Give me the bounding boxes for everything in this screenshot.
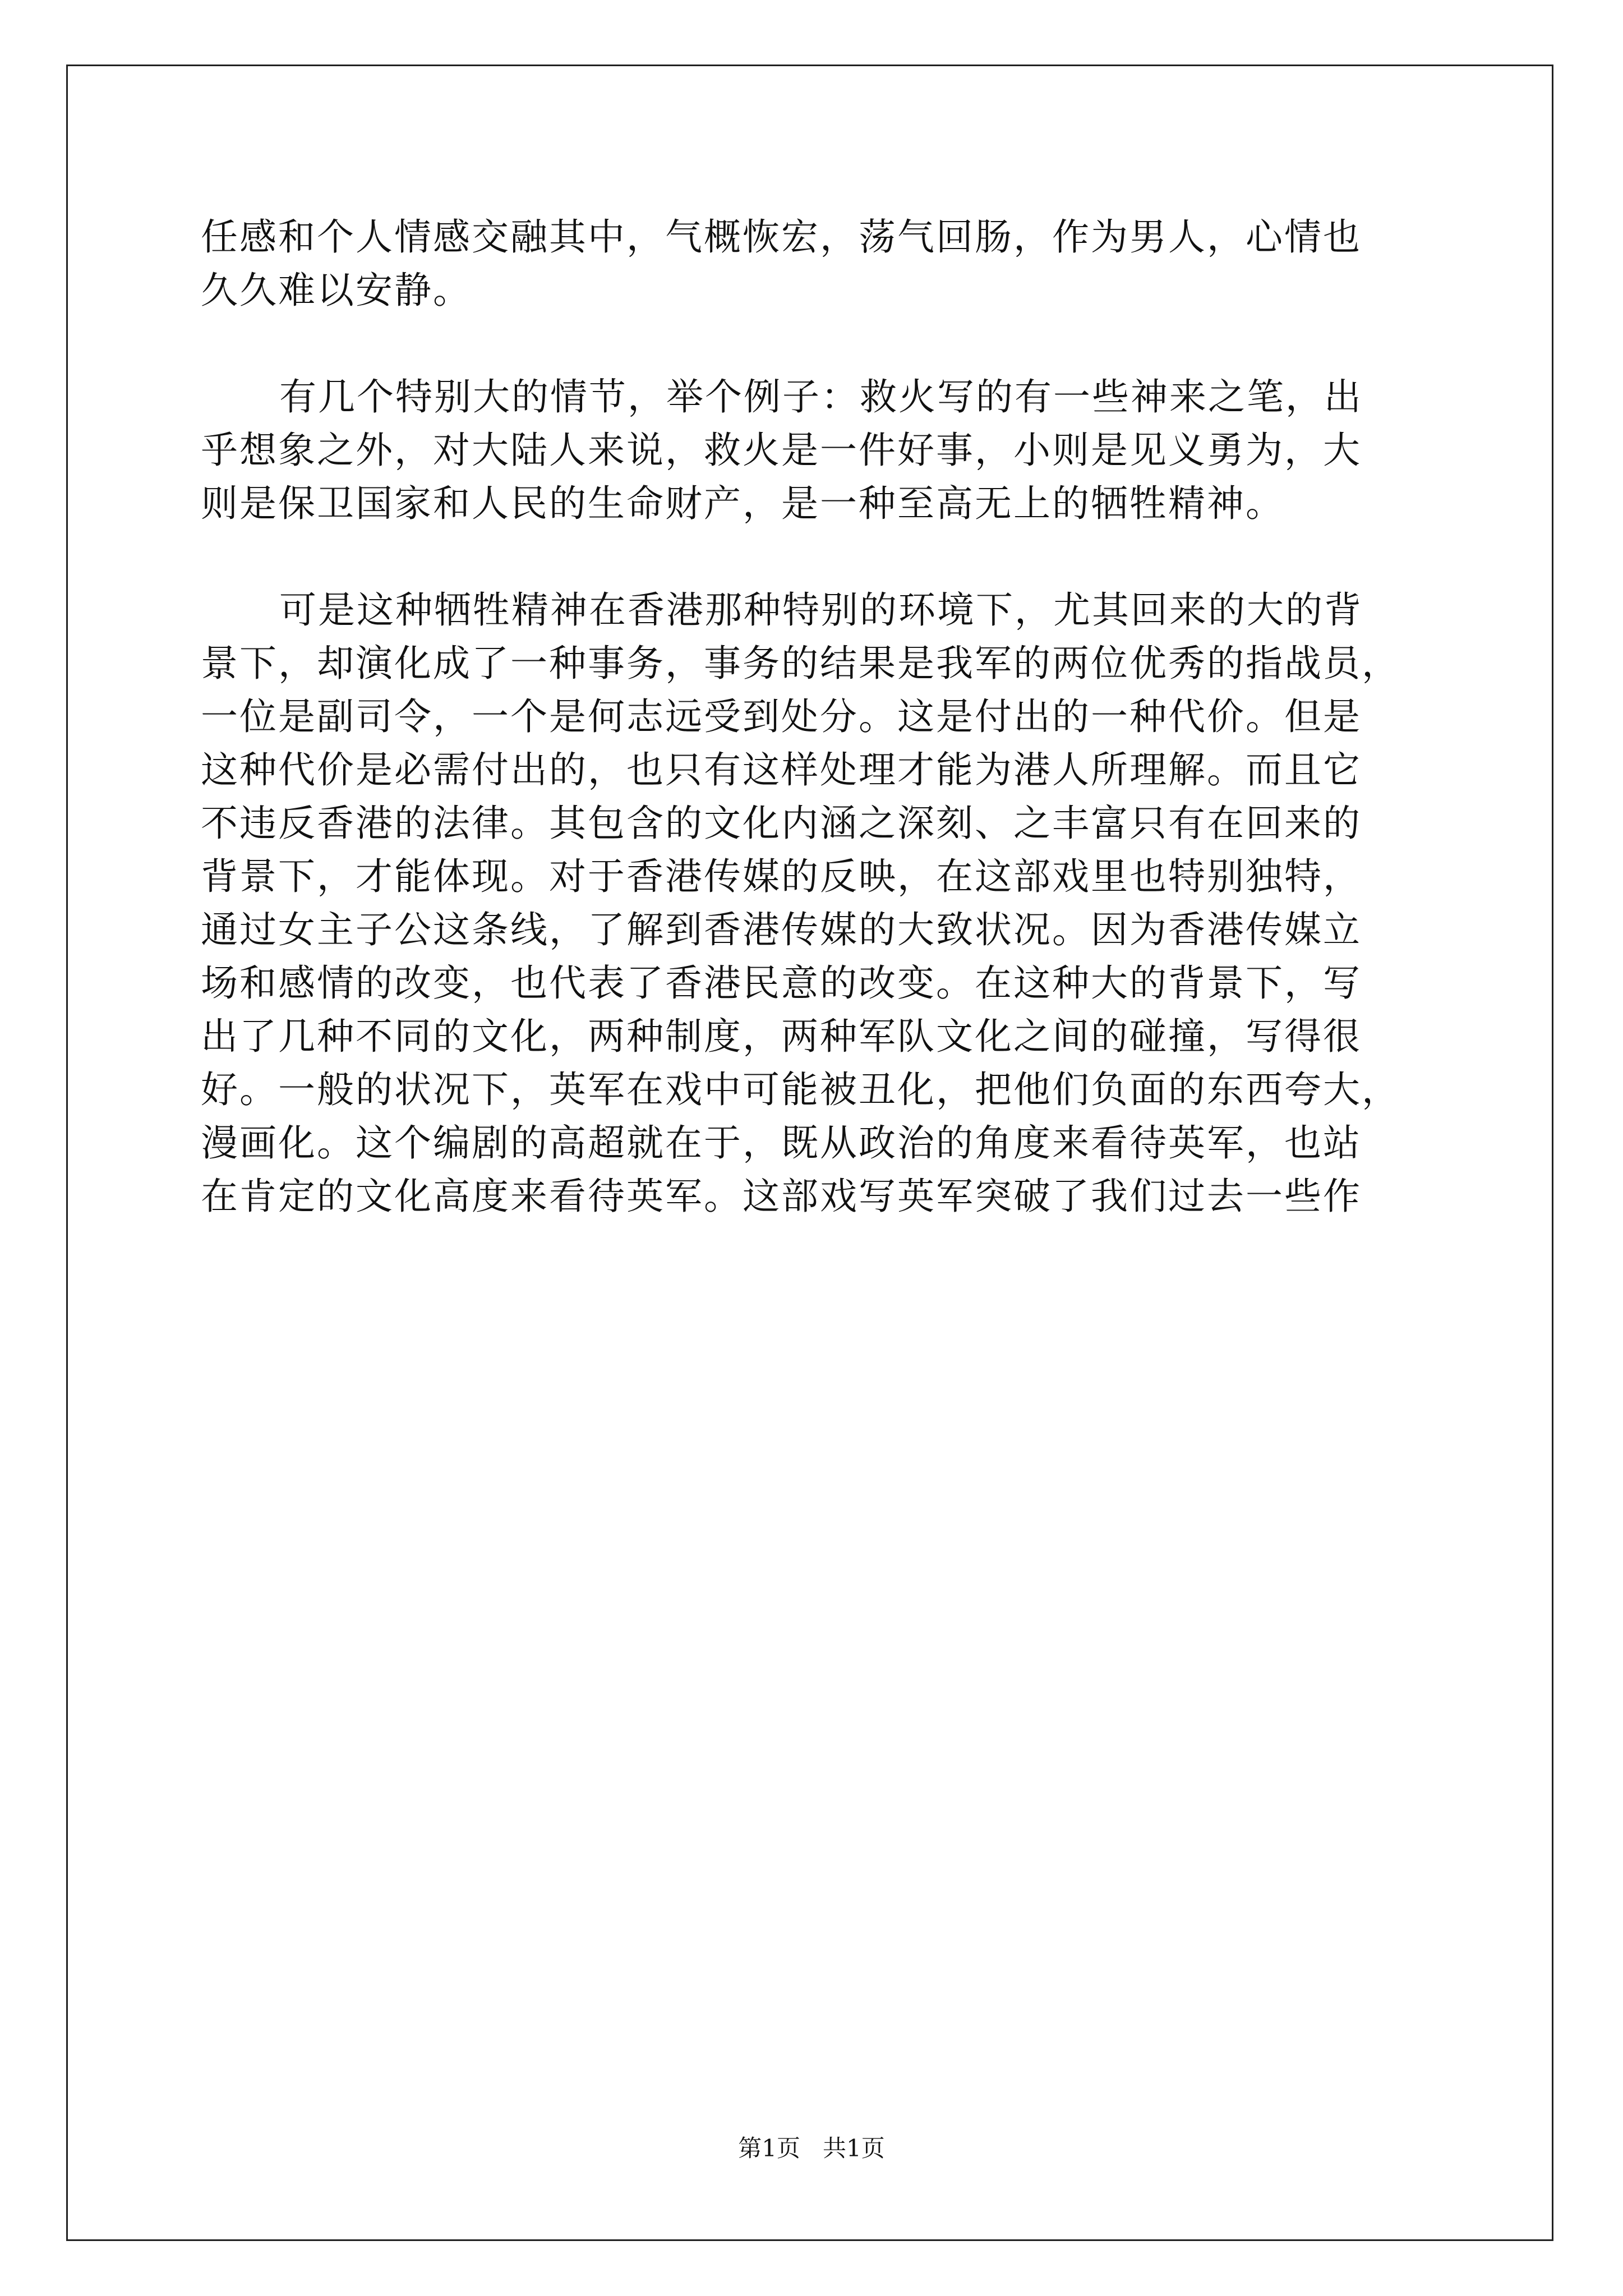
text-line: 背景下，才能体现。对于香港传媒的反映，在这部戏里也特别独特， [201,855,1362,898]
text-line: 久久难以安静。 [201,269,472,312]
paragraph-gap [201,530,1435,583]
text-line: 出了几种不同的文化，两种制度，两种军队文化之间的碰撞，写得很 [201,1015,1362,1058]
text-line: 可是这种牺牲精神在香港那种特别的环境下，尤其回来的大的背 [279,588,1363,632]
text-line: 一位是副司令，一个是何志远受到处分。这是付出的一种代价。但是 [201,695,1362,738]
text-line: 在肯定的文化高度来看待英军。这部戏写英军突破了我们过去一些作 [201,1175,1362,1218]
page-footer: 第1页 共1页 [738,2134,885,2162]
text-line: 通过女主子公这条线，了解到香港传媒的大致状况。因为香港传媒立 [201,908,1362,951]
text-line: 好。一般的状况下，英军在戏中可能被丑化，把他们负面的东西夸大， [201,1068,1400,1111]
text-line: 不违反香港的法律。其包含的文化内涵之深刻、之丰富只有在回来的 [201,802,1362,845]
text-line: 任感和个人情感交融其中，气概恢宏，荡气回肠，作为男人，心情也 [201,215,1362,259]
text-line: 景下，却演化成了一种事务，事务的结果是我军的两位优秀的指战员， [201,642,1400,685]
text-line: 场和感情的改变，也代表了香港民意的改变。在这种大的背景下，写 [201,961,1362,1005]
text-line: 漫画化。这个编剧的高超就在于，既从政治的角度来看待英军，也站 [201,1121,1362,1165]
text-line: 乎想象之外，对大陆人来说，救火是一件好事，小则是见义勇为，大 [201,429,1362,472]
text-line: 有几个特别大的情节，举个例子：救火写的有一些神来之笔，出 [279,375,1363,418]
text-line: 则是保卫国家和人民的生命财产，是一种至高无上的牺牲精神。 [201,482,1284,525]
document-body [201,210,1435,1223]
paragraph-gap [201,317,1435,370]
text-line: 这种代价是必需付出的，也只有这样处理才能为港人所理解。而且它 [201,748,1362,792]
